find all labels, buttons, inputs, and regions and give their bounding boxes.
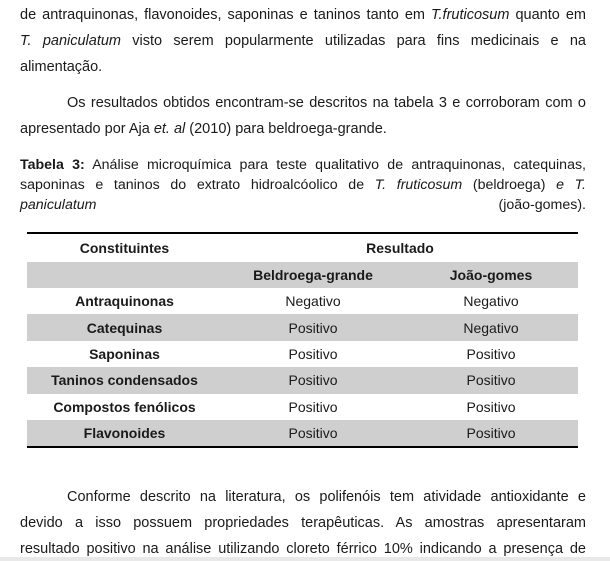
row-value-joao-gomes: Positivo bbox=[466, 345, 516, 362]
row-name: Saponinas bbox=[89, 345, 160, 362]
paragraph-line: Os resultados obtidos encontram-se descritos na tabela 3 e corroboram com o bbox=[67, 95, 586, 111]
row-value-joao-gomes: Positivo bbox=[404, 420, 578, 447]
paragraph-results bbox=[20, 90, 586, 142]
paragraph-discussion bbox=[20, 484, 586, 562]
row-name: Catequinas bbox=[27, 314, 222, 340]
row-value-joao-gomes: Negativo bbox=[463, 293, 519, 310]
paragraph-line: T. paniculatum visto serem popularmente utilizadas para fins medicinais e na bbox=[20, 33, 586, 49]
row-value-beldroega: Positivo bbox=[222, 367, 404, 393]
header-result: Resultado bbox=[366, 240, 434, 256]
table-row bbox=[27, 394, 578, 420]
row-value-beldroega: Positivo bbox=[222, 314, 404, 340]
paragraph-intro bbox=[20, 2, 586, 80]
row-name: Flavonoides bbox=[27, 420, 222, 447]
header-beldroega: Beldroega-grande bbox=[222, 262, 404, 288]
row-value-beldroega: Positivo bbox=[222, 420, 404, 447]
header-joao-gomes: João-gomes bbox=[404, 262, 578, 288]
table-row bbox=[27, 341, 578, 367]
table-caption bbox=[20, 155, 586, 215]
header-constituents: Constituintes bbox=[79, 240, 170, 256]
table-row bbox=[27, 367, 578, 393]
row-value-joao-gomes: Positivo bbox=[404, 367, 578, 393]
paragraph-line: devido a isso possuem propriedades terapêuticas. As amostras apresentaram bbox=[20, 515, 586, 531]
table-row bbox=[27, 314, 578, 340]
paragraph-line: resultado positivo na análise utilizando cloreto férrico 10% indicando a presença de bbox=[20, 541, 586, 557]
paragraph-line: alimentação. bbox=[20, 59, 103, 75]
table-row bbox=[27, 288, 578, 314]
row-name: Antraquinonas bbox=[75, 293, 174, 310]
caption-line: saponinas e taninos do extrato hidroalcóolico de T. fruticosum (beldroega) e T. bbox=[20, 177, 586, 193]
page-bottom-edge bbox=[0, 557, 610, 561]
row-name: Compostos fenólicos bbox=[53, 398, 196, 415]
caption-line: Tabela 3: Análise microquímica para teste qualitativo de antraquinonas, catequinas, bbox=[20, 157, 586, 173]
row-value-beldroega: Positivo bbox=[288, 345, 338, 362]
paragraph-line: Conforme descrito na literatura, os polifenóis tem atividade antioxidante e bbox=[67, 489, 586, 505]
row-name: Taninos condensados bbox=[27, 367, 222, 393]
paragraph-line: de antraquinonas, flavonoides, saponinas e taninos tanto em T.fruticosum quanto em bbox=[20, 7, 586, 23]
header-empty bbox=[27, 262, 222, 288]
row-value-beldroega: Positivo bbox=[288, 398, 338, 415]
table-row bbox=[27, 420, 578, 447]
row-value-joao-gomes: Positivo bbox=[466, 398, 516, 415]
paragraph-line: apresentado por Aja et. al (2010) para beldroega-grande. bbox=[20, 121, 387, 137]
row-value-beldroega: Negativo bbox=[285, 293, 341, 310]
results-table bbox=[27, 232, 578, 448]
caption-line: paniculatum (joão-gomes). bbox=[20, 197, 586, 213]
row-value-joao-gomes: Negativo bbox=[404, 314, 578, 340]
